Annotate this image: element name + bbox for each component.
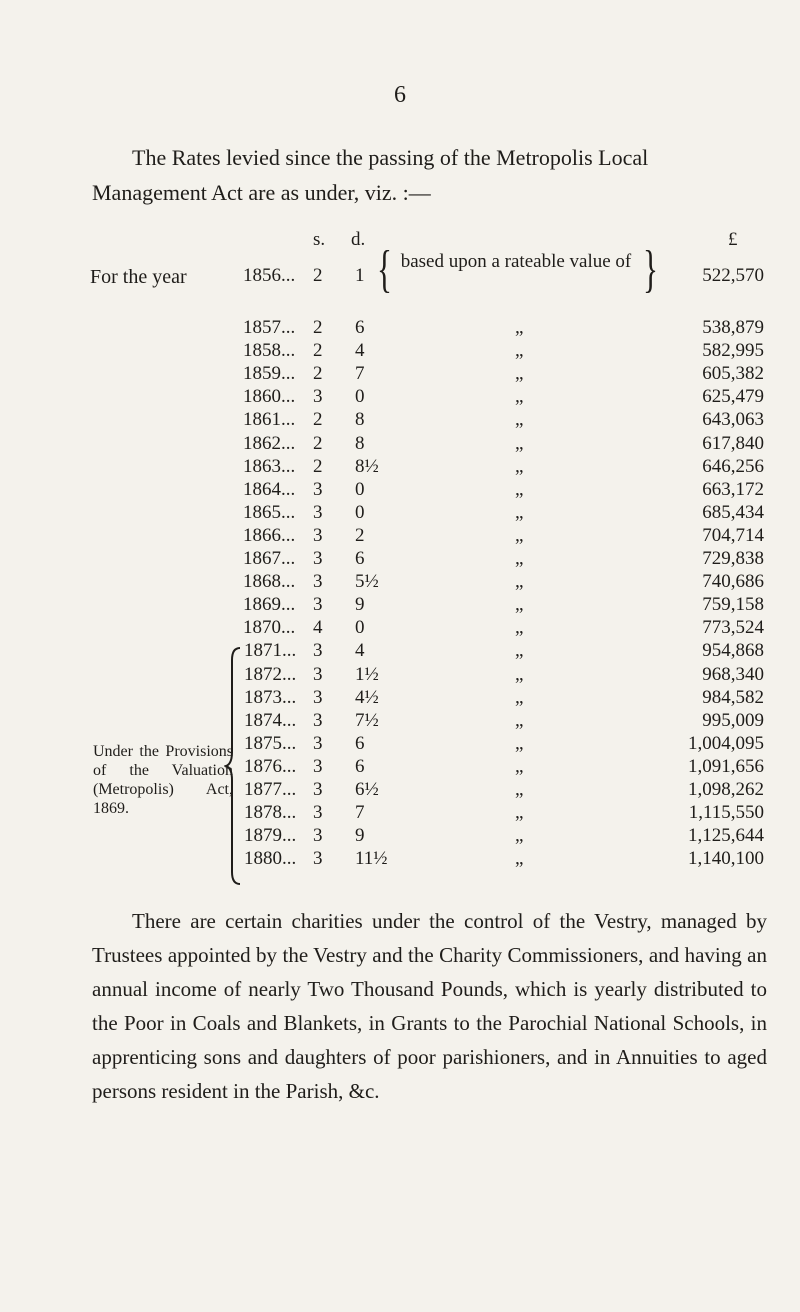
row-year: 1868... (243, 571, 296, 593)
row-value: 1,140,100 (688, 848, 764, 870)
row-year: 1878... (244, 802, 297, 824)
valuation-act-note: Under the Provisions of the Valuation (Metropolis) Act, 1869. (93, 743, 233, 817)
row-value: 605,382 (702, 363, 764, 385)
row-value: 1,125,644 (688, 825, 764, 847)
page-number: 6 (394, 82, 406, 108)
row-ditto: „ (515, 340, 524, 362)
row-pence: 11½ (355, 848, 388, 870)
row-shillings: 2 (313, 265, 323, 286)
row-value: 1,091,656 (688, 755, 764, 777)
row-pence: 7½ (355, 709, 379, 731)
row-shillings: 3 (313, 640, 323, 662)
row-ditto: „ (515, 686, 524, 708)
row-ditto: „ (515, 732, 524, 754)
row-year: 1869... (243, 594, 296, 616)
rateable-value-note: based upon a rateable value of (400, 251, 632, 272)
row-ditto: „ (515, 663, 524, 685)
row-ditto: „ (515, 617, 524, 639)
row-value: 954,868 (702, 640, 764, 662)
row-ditto: „ (515, 825, 524, 847)
row-ditto: „ (515, 755, 524, 777)
row-shillings: 3 (313, 709, 323, 731)
row-year: 1873... (244, 686, 297, 708)
row-pence: 8½ (355, 455, 379, 477)
row-value: 1,115,550 (688, 802, 764, 824)
row-shillings: 3 (313, 663, 323, 685)
row-ditto: „ (515, 363, 524, 385)
row-ditto: „ (515, 548, 524, 569)
row-year: 1879... (244, 825, 297, 847)
row-shillings: 3 (313, 594, 323, 616)
row-pence: 5½ (355, 571, 379, 593)
row-year: 1874... (244, 709, 297, 731)
row-year: 1857... (243, 317, 296, 338)
row-ditto: „ (515, 779, 524, 800)
row-pence: 9 (355, 825, 365, 847)
row-ditto: „ (515, 848, 524, 870)
row-pence: 1½ (355, 663, 379, 685)
row-ditto: „ (515, 478, 524, 500)
row-pence: 6 (355, 317, 365, 338)
row-shillings: 3 (313, 779, 323, 800)
row-shillings: 2 (313, 363, 323, 385)
row-ditto: „ (515, 317, 524, 338)
row-ditto: „ (515, 802, 524, 824)
row-shillings: 2 (313, 340, 323, 362)
row-year: 1859... (243, 363, 296, 385)
row-year: 1875... (244, 732, 297, 754)
row-shillings: 4 (313, 617, 323, 639)
row-value: 729,838 (702, 548, 764, 569)
for-the-year-label: For the year (90, 266, 187, 288)
row-year: 1872... (244, 663, 297, 685)
row-ditto: „ (515, 409, 524, 431)
row-year: 1867... (243, 548, 296, 569)
row-ditto: „ (515, 524, 524, 546)
row-value: 538,879 (702, 317, 764, 338)
row-value: 643,063 (702, 409, 764, 431)
row-pence: 2 (355, 524, 365, 546)
intro-text: The Rates levied since the passing of the Metropolis Local Management Act are as under, viz. :— (92, 145, 649, 205)
row-value: 968,340 (702, 663, 764, 685)
row-pence: 4 (355, 340, 365, 362)
row-shillings: 2 (313, 432, 323, 454)
header-pounds: £ (728, 229, 738, 250)
row-value: 759,158 (702, 594, 764, 616)
row-value: 773,524 (702, 617, 764, 639)
row-pence: 0 (355, 501, 365, 523)
row-shillings: 3 (313, 825, 323, 847)
row-year: 1860... (243, 386, 296, 408)
row-pence: 0 (355, 478, 365, 500)
row-pence: 8 (355, 409, 365, 431)
row-pence: 6 (355, 548, 365, 569)
row-value: 522,570 (702, 265, 764, 286)
charities-paragraph (92, 904, 767, 1108)
row-pence: 6 (355, 755, 365, 777)
row-pence: 7 (355, 363, 365, 385)
row-pence: 9 (355, 594, 365, 616)
closing-text: There are certain charities under the control of the Vestry, managed by Trustees appointed by the Vestry and the Charity Commissioners, and having an annual income of nearly Two Thousand Pounds, which is yearly distributed to the Poor in Coals and Blankets, in Grants to the Parochial National Schools, in apprenticing sons and daughters of poor parishioners, and in Annuities to aged persons resident in the Parish, &c. (92, 909, 767, 1103)
row-shillings: 3 (313, 571, 323, 593)
row-pence: 6 (355, 732, 365, 754)
row-year: 1856... (243, 265, 296, 286)
row-year: 1877... (244, 779, 297, 800)
row-shillings: 3 (313, 732, 323, 754)
row-pence: 7 (355, 802, 365, 824)
row-pence: 4 (355, 640, 365, 662)
row-ditto: „ (515, 432, 524, 454)
row-value: 740,686 (702, 571, 764, 593)
row-ditto: „ (515, 709, 524, 731)
right-brace: } (642, 241, 658, 298)
row-year: 1863... (243, 455, 296, 477)
row-ditto: „ (515, 501, 524, 523)
row-shillings: 3 (313, 524, 323, 546)
row-value: 995,009 (702, 709, 764, 731)
row-year: 1861... (243, 409, 296, 431)
row-year: 1876... (244, 755, 297, 777)
row-pence: 0 (355, 617, 365, 639)
row-value: 685,434 (702, 501, 764, 523)
row-value: 1,098,262 (688, 779, 764, 800)
row-value: 646,256 (702, 455, 764, 477)
row-ditto: „ (515, 455, 524, 477)
row-pence: 0 (355, 386, 365, 408)
row-shillings: 3 (313, 686, 323, 708)
row-shillings: 3 (313, 478, 323, 500)
row-year: 1880... (244, 848, 297, 870)
row-value: 582,995 (702, 340, 764, 362)
row-year: 1862... (243, 432, 296, 454)
row-pence: 4½ (355, 686, 379, 708)
row-value: 1,004,095 (688, 732, 764, 754)
row-ditto: „ (515, 386, 524, 408)
row-ditto: „ (515, 571, 524, 593)
row-year: 1865... (243, 501, 296, 523)
row-pence: 1 (355, 265, 365, 286)
row-year: 1858... (243, 340, 296, 362)
row-shillings: 2 (313, 317, 323, 338)
row-ditto: „ (515, 640, 524, 662)
row-shillings: 3 (313, 548, 323, 569)
row-shillings: 3 (313, 802, 323, 824)
row-value: 984,582 (702, 686, 764, 708)
header-pence: d. (351, 229, 366, 250)
row-shillings: 3 (313, 386, 323, 408)
row-value: 625,479 (702, 386, 764, 408)
row-pence: 8 (355, 432, 365, 454)
row-shillings: 3 (313, 755, 323, 777)
row-ditto: „ (515, 594, 524, 616)
left-brace: { (376, 241, 392, 298)
row-pence: 6½ (355, 779, 379, 800)
row-shillings: 3 (313, 848, 323, 870)
row-value: 704,714 (702, 524, 764, 546)
row-year: 1866... (243, 524, 296, 546)
row-value: 617,840 (702, 432, 764, 454)
header-shillings: s. (313, 229, 326, 250)
row-shillings: 3 (313, 501, 323, 523)
row-year: 1871... (244, 640, 297, 662)
row-year: 1864... (243, 478, 296, 500)
row-value: 663,172 (702, 478, 764, 500)
row-shillings: 2 (313, 409, 323, 431)
row-year: 1870... (243, 617, 296, 639)
row-shillings: 2 (313, 455, 323, 477)
